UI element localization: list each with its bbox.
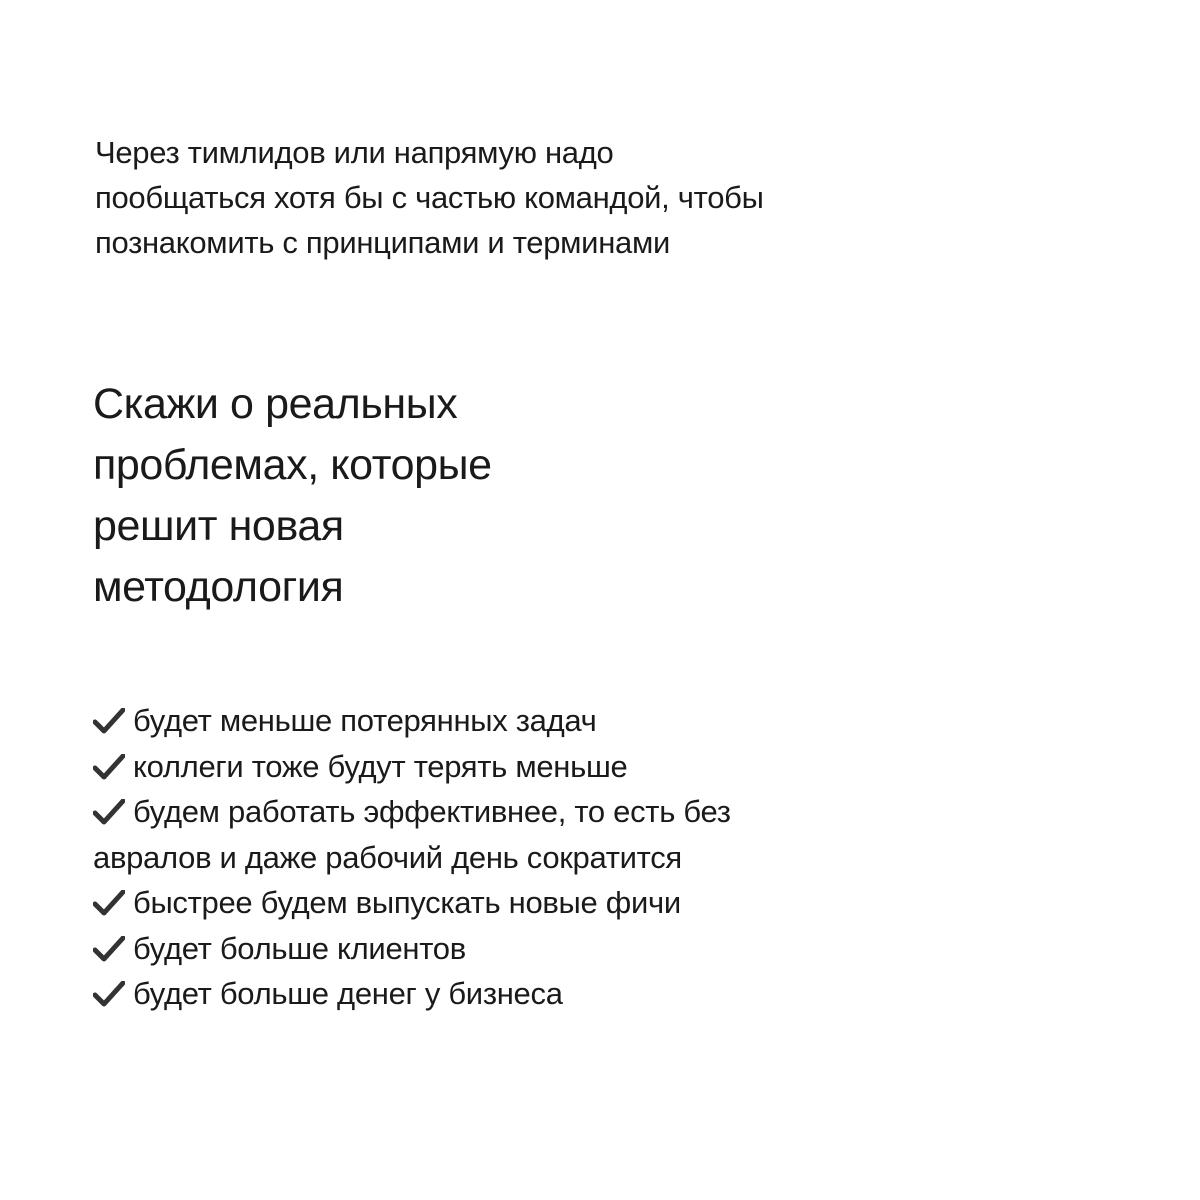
benefit-item bbox=[93, 971, 993, 1017]
benefit-text: будем работать эффективнее, то есть без bbox=[133, 794, 731, 829]
check-icon bbox=[93, 754, 125, 780]
section-heading bbox=[93, 374, 793, 618]
check-icon bbox=[93, 890, 125, 916]
intro-line: Через тимлидов или напрямую надо bbox=[95, 135, 614, 170]
benefit-item bbox=[93, 698, 993, 744]
intro-line: познакомить с принципами и терминами bbox=[95, 225, 670, 260]
benefit-item bbox=[93, 880, 993, 926]
benefit-text: быстрее будем выпускать новые фичи bbox=[133, 885, 681, 920]
benefit-text: будет больше клиентов bbox=[133, 930, 466, 966]
intro-line: пообщаться хотя бы с частью командой, чтобы bbox=[95, 180, 764, 215]
heading-line: Скажи о реальных bbox=[93, 380, 458, 428]
check-icon bbox=[93, 981, 125, 1007]
check-icon bbox=[93, 936, 125, 962]
benefit-text-continuation: авралов и даже рабочий день сократится bbox=[93, 839, 682, 875]
benefit-item bbox=[93, 789, 993, 880]
intro-paragraph bbox=[95, 130, 995, 265]
heading-line: решит новая bbox=[93, 502, 344, 550]
benefits-list bbox=[93, 698, 993, 1017]
heading-line: методология bbox=[93, 563, 344, 611]
check-icon bbox=[93, 799, 125, 825]
benefit-item bbox=[93, 926, 993, 972]
benefit-text: будет больше денег у бизнеса bbox=[133, 976, 563, 1011]
benefit-text: коллеги тоже будут терять меньше bbox=[133, 748, 628, 784]
benefit-text: будет меньше потерянных задач bbox=[133, 703, 597, 738]
heading-line: проблемах, которые bbox=[93, 441, 492, 489]
benefit-item bbox=[93, 744, 993, 790]
check-icon bbox=[93, 708, 125, 734]
